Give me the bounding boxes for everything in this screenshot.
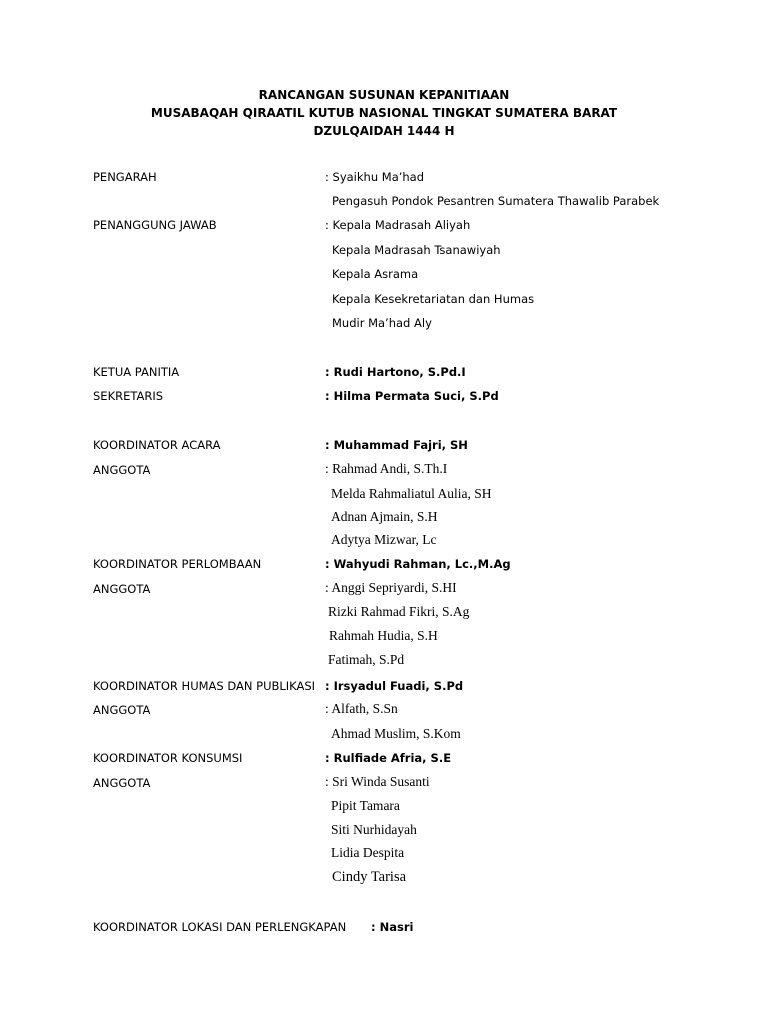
anggota-perlombaan-label: ANGGOTA	[93, 582, 151, 596]
anggota-konsumsi-member: Cindy Tarisa	[332, 869, 407, 885]
anggota-perlombaan-member: Rahmah Hudia, S.H	[329, 628, 438, 643]
koordinator-lokasi-value: : Nasri	[371, 920, 414, 934]
anggota-perlombaan-member: Fatimah, S.Pd	[328, 652, 405, 667]
penanggung-jawab-member: Mudir Ma’had Aly	[332, 316, 432, 330]
document-title-line-1: RANCANGAN SUSUNAN KEPANITIAAN	[258, 88, 510, 102]
anggota-konsumsi-member: Pipit Tamara	[331, 798, 400, 813]
pengarah-member: Pengasuh Pondok Pesantren Sumatera Thawalib Parabek	[332, 194, 660, 208]
koordinator-perlombaan-label: KOORDINATOR PERLOMBAAN	[93, 557, 262, 571]
ketua-panitia-label: KETUA PANITIA	[93, 365, 180, 379]
anggota-konsumsi-member: Siti Nurhidayah	[331, 822, 417, 837]
anggota-acara-member: Adytya Mizwar, Lc	[331, 532, 437, 547]
anggota-perlombaan-member: : Anggi Sepriyardi, S.HI	[325, 580, 457, 595]
anggota-konsumsi-member: Lidia Despita	[331, 845, 405, 860]
anggota-humas-member: : Alfath, S.Sn	[325, 701, 398, 716]
anggota-perlombaan-member: Rizki Rahmad Fikri, S.Ag	[328, 604, 470, 619]
penanggung-jawab-label: PENANGGUNG JAWAB	[93, 218, 217, 232]
penanggung-jawab-member: Kepala Madrasah Tsanawiyah	[332, 243, 501, 257]
anggota-konsumsi-label: ANGGOTA	[93, 776, 151, 790]
koordinator-perlombaan-value: : Wahyudi Rahman, Lc.,M.Ag	[325, 557, 511, 571]
pengarah-label: PENGARAH	[93, 170, 157, 184]
koordinator-lokasi-label: KOORDINATOR LOKASI DAN PERLENGKAPAN	[93, 920, 347, 934]
anggota-acara-member: Melda Rahmaliatul Aulia, SH	[331, 486, 492, 501]
koordinator-konsumsi-value: : Rulfiade Afria, S.E	[325, 751, 452, 765]
penanggung-jawab-member: : Kepala Madrasah Aliyah	[325, 218, 471, 232]
koordinator-acara-value: : Muhammad Fajri, SH	[325, 438, 468, 452]
koordinator-humas-label: KOORDINATOR HUMAS DAN PUBLIKASI	[93, 679, 316, 693]
sekretaris-value: : Hilma Permata Suci, S.Pd	[325, 389, 499, 403]
koordinator-acara-label: KOORDINATOR ACARA	[93, 438, 221, 452]
penanggung-jawab-member: Kepala Kesekretariatan dan Humas	[332, 292, 535, 306]
koordinator-humas-value: : Irsyadul Fuadi, S.Pd	[325, 679, 464, 693]
anggota-acara-label: ANGGOTA	[93, 463, 151, 477]
ketua-panitia-value: : Rudi Hartono, S.Pd.I	[325, 365, 466, 379]
sekretaris-label: SEKRETARIS	[93, 389, 164, 403]
anggota-humas-member: Ahmad Muslim, S.Kom	[331, 726, 461, 741]
anggota-acara-member: Adnan Ajmain, S.H	[331, 509, 438, 524]
penanggung-jawab-member: Kepala Asrama	[332, 267, 419, 281]
anggota-konsumsi-member: : Sri Winda Susanti	[325, 774, 430, 789]
document-title-line-3: DZULQAIDAH 1444 H	[313, 124, 455, 138]
koordinator-konsumsi-label: KOORDINATOR KONSUMSI	[93, 751, 243, 765]
document-title-line-2: MUSABAQAH QIRAATIL KUTUB NASIONAL TINGKAT SUMATERA BARAT	[150, 106, 618, 120]
anggota-humas-label: ANGGOTA	[93, 703, 151, 717]
anggota-acara-member: : Rahmad Andi, S.Th.I	[325, 461, 448, 476]
pengarah-member: : Syaikhu Ma’had	[325, 170, 425, 184]
